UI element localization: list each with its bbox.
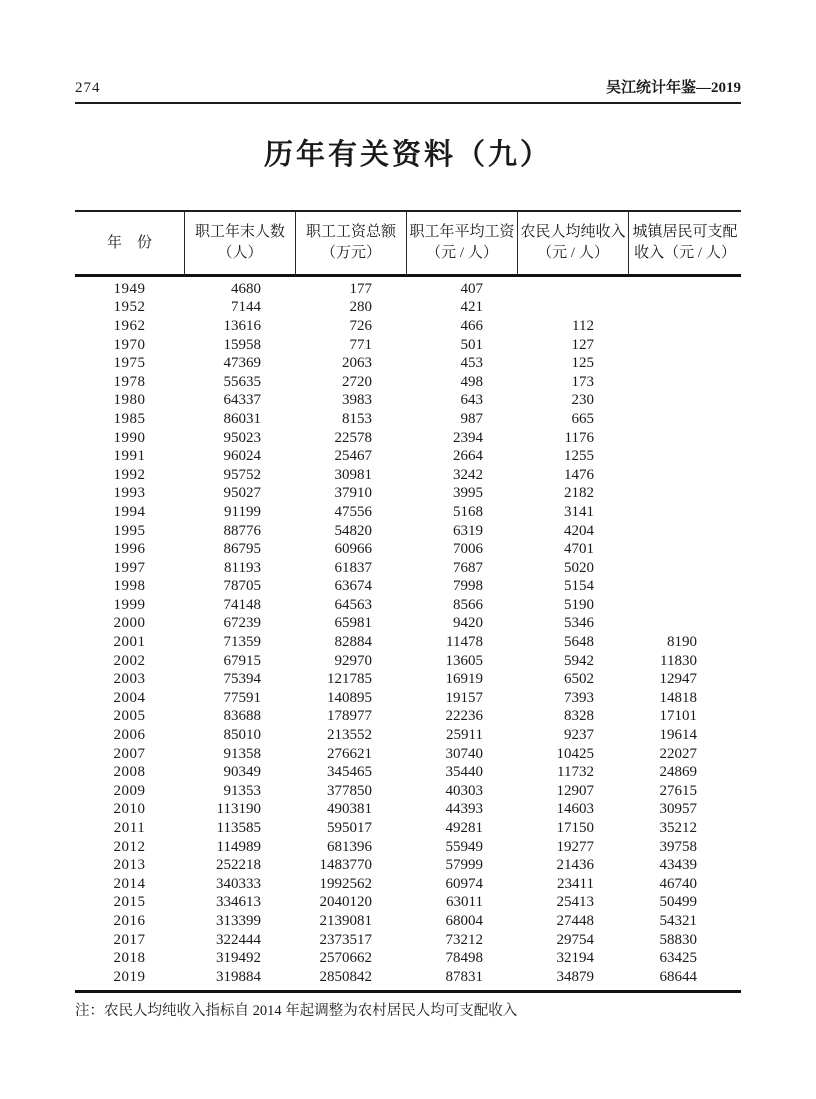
value-cell: 8190 bbox=[667, 634, 697, 651]
table-row bbox=[75, 354, 741, 373]
table-row bbox=[75, 894, 741, 913]
year-cell: 2000 bbox=[113, 615, 146, 632]
value-cell: 319492 bbox=[216, 950, 261, 967]
value-cell: 19157 bbox=[445, 689, 483, 706]
table-row bbox=[75, 522, 741, 541]
value-cell: 92970 bbox=[334, 652, 372, 669]
year-cell: 2010 bbox=[113, 801, 146, 818]
value-cell: 5346 bbox=[564, 615, 594, 632]
year-cell: 1990 bbox=[113, 429, 146, 446]
value-cell: 5648 bbox=[564, 634, 594, 651]
value-cell: 5168 bbox=[453, 503, 483, 520]
value-cell: 345465 bbox=[327, 764, 372, 781]
value-cell: 63011 bbox=[446, 894, 483, 911]
year-cell: 1999 bbox=[113, 596, 146, 613]
value-cell: 87831 bbox=[445, 968, 483, 985]
table-row bbox=[75, 782, 741, 801]
value-cell: 113585 bbox=[216, 820, 261, 837]
value-cell: 13616 bbox=[223, 317, 261, 334]
value-cell: 3995 bbox=[453, 485, 483, 502]
table-row bbox=[75, 689, 741, 708]
value-cell: 2063 bbox=[342, 355, 372, 372]
column-header: 职工工资总额 （万元） bbox=[295, 212, 406, 274]
table-header-row bbox=[75, 210, 741, 277]
column-header: 职工年末人数 （人） bbox=[184, 212, 295, 274]
value-cell: 64563 bbox=[334, 596, 372, 613]
year-cell: 1995 bbox=[113, 522, 146, 539]
value-cell: 501 bbox=[460, 336, 483, 353]
value-cell: 726 bbox=[349, 317, 372, 334]
value-cell: 86031 bbox=[223, 410, 261, 427]
value-cell: 63425 bbox=[659, 950, 697, 967]
value-cell: 14818 bbox=[659, 689, 697, 706]
table-row bbox=[75, 447, 741, 466]
running-head bbox=[75, 76, 741, 104]
value-cell: 113190 bbox=[216, 801, 261, 818]
year-cell: 2008 bbox=[113, 764, 146, 781]
year-cell: 1985 bbox=[113, 410, 146, 427]
value-cell: 4204 bbox=[564, 522, 594, 539]
year-cell: 2013 bbox=[113, 857, 146, 874]
table-row bbox=[75, 410, 741, 429]
table-row bbox=[75, 912, 741, 931]
value-cell: 91199 bbox=[224, 503, 261, 520]
value-cell: 68644 bbox=[659, 968, 697, 985]
value-cell: 140895 bbox=[327, 689, 372, 706]
table-row bbox=[75, 615, 741, 634]
value-cell: 7393 bbox=[564, 689, 594, 706]
value-cell: 11830 bbox=[660, 652, 697, 669]
value-cell: 407 bbox=[460, 280, 483, 297]
value-cell: 91358 bbox=[223, 745, 261, 762]
table-row bbox=[75, 299, 741, 318]
value-cell: 498 bbox=[460, 373, 483, 390]
year-cell: 2016 bbox=[113, 912, 146, 929]
year-cell: 1952 bbox=[113, 299, 146, 316]
year-cell: 2007 bbox=[113, 745, 146, 762]
data-table bbox=[75, 210, 741, 993]
value-cell: 68004 bbox=[445, 912, 483, 929]
table-row bbox=[75, 670, 741, 689]
value-cell: 27615 bbox=[659, 782, 697, 799]
table-row bbox=[75, 466, 741, 485]
table-row bbox=[75, 745, 741, 764]
value-cell: 490381 bbox=[327, 801, 372, 818]
table-row bbox=[75, 578, 741, 597]
value-cell: 334613 bbox=[216, 894, 261, 911]
year-cell: 2018 bbox=[113, 950, 146, 967]
table-row bbox=[75, 819, 741, 838]
value-cell: 35440 bbox=[445, 764, 483, 781]
value-cell: 377850 bbox=[327, 782, 372, 799]
value-cell: 95752 bbox=[223, 466, 261, 483]
column-header: 农民人均纯收入 （元 / 人） bbox=[517, 212, 628, 274]
value-cell: 60966 bbox=[334, 541, 372, 558]
value-cell: 280 bbox=[349, 299, 372, 316]
value-cell: 7144 bbox=[231, 299, 261, 316]
value-cell: 313399 bbox=[216, 912, 261, 929]
value-cell: 173 bbox=[571, 373, 594, 390]
value-cell: 27448 bbox=[556, 912, 594, 929]
value-cell: 1255 bbox=[564, 448, 594, 465]
value-cell: 114989 bbox=[216, 838, 261, 855]
value-cell: 10425 bbox=[556, 745, 594, 762]
footnote: 注：农民人均纯收入指标自 2014 年起调整为农村居民人均可支配收入 bbox=[75, 1003, 518, 1019]
value-cell: 57999 bbox=[445, 857, 483, 874]
value-cell: 39758 bbox=[659, 838, 697, 855]
year-cell: 1997 bbox=[113, 559, 146, 576]
value-cell: 681396 bbox=[327, 838, 372, 855]
value-cell: 127 bbox=[571, 336, 594, 353]
value-cell: 319884 bbox=[216, 968, 261, 985]
value-cell: 63674 bbox=[334, 578, 372, 595]
value-cell: 40303 bbox=[445, 782, 483, 799]
table-row bbox=[75, 875, 741, 894]
value-cell: 125 bbox=[571, 355, 594, 372]
value-cell: 17101 bbox=[659, 708, 697, 725]
value-cell: 17150 bbox=[556, 820, 594, 837]
value-cell: 25911 bbox=[446, 727, 483, 744]
value-cell: 12947 bbox=[659, 671, 697, 688]
value-cell: 14603 bbox=[556, 801, 594, 818]
value-cell: 35212 bbox=[659, 820, 697, 837]
value-cell: 9420 bbox=[453, 615, 483, 632]
value-cell: 178977 bbox=[327, 708, 372, 725]
value-cell: 112 bbox=[572, 317, 594, 334]
table-row bbox=[75, 763, 741, 782]
value-cell: 5942 bbox=[564, 652, 594, 669]
table-row bbox=[75, 336, 741, 355]
value-cell: 96024 bbox=[223, 448, 261, 465]
value-cell: 2394 bbox=[453, 429, 483, 446]
value-cell: 71359 bbox=[223, 634, 261, 651]
value-cell: 5020 bbox=[564, 559, 594, 576]
year-cell: 2011 bbox=[113, 820, 146, 837]
table-row bbox=[75, 856, 741, 875]
table-row bbox=[75, 503, 741, 522]
value-cell: 8328 bbox=[564, 708, 594, 725]
year-cell: 2017 bbox=[113, 931, 146, 948]
table-row bbox=[75, 540, 741, 559]
value-cell: 2373517 bbox=[319, 931, 372, 948]
value-cell: 3242 bbox=[453, 466, 483, 483]
value-cell: 95027 bbox=[223, 485, 261, 502]
value-cell: 177 bbox=[349, 280, 372, 297]
year-cell: 1980 bbox=[113, 392, 146, 409]
table-row bbox=[75, 949, 741, 968]
value-cell: 64337 bbox=[223, 392, 261, 409]
value-cell: 49281 bbox=[445, 820, 483, 837]
value-cell: 15958 bbox=[223, 336, 261, 353]
value-cell: 90349 bbox=[223, 764, 261, 781]
year-cell: 1962 bbox=[113, 317, 146, 334]
page-number: 274 bbox=[75, 80, 101, 96]
value-cell: 46740 bbox=[659, 875, 697, 892]
value-cell: 2139081 bbox=[319, 912, 372, 929]
year-cell: 1993 bbox=[113, 485, 146, 502]
year-cell: 1992 bbox=[113, 466, 146, 483]
value-cell: 5190 bbox=[564, 596, 594, 613]
value-cell: 19614 bbox=[659, 727, 697, 744]
value-cell: 9237 bbox=[564, 727, 594, 744]
table-row bbox=[75, 373, 741, 392]
value-cell: 37910 bbox=[334, 485, 372, 502]
value-cell: 82884 bbox=[334, 634, 372, 651]
value-cell: 83688 bbox=[223, 708, 261, 725]
value-cell: 24869 bbox=[659, 764, 697, 781]
value-cell: 13605 bbox=[445, 652, 483, 669]
value-cell: 7998 bbox=[453, 578, 483, 595]
year-cell: 2014 bbox=[113, 875, 146, 892]
value-cell: 276621 bbox=[327, 745, 372, 762]
year-cell: 2001 bbox=[113, 634, 146, 651]
value-cell: 75394 bbox=[223, 671, 261, 688]
value-cell: 7006 bbox=[453, 541, 483, 558]
value-cell: 32194 bbox=[556, 950, 594, 967]
table-row bbox=[75, 652, 741, 671]
value-cell: 44393 bbox=[445, 801, 483, 818]
value-cell: 2850842 bbox=[319, 968, 372, 985]
value-cell: 2720 bbox=[342, 373, 372, 390]
table-row bbox=[75, 429, 741, 448]
value-cell: 91353 bbox=[223, 782, 261, 799]
value-cell: 30740 bbox=[445, 745, 483, 762]
value-cell: 771 bbox=[349, 336, 372, 353]
year-cell: 2019 bbox=[113, 968, 146, 985]
year-cell: 1994 bbox=[113, 503, 146, 520]
value-cell: 4680 bbox=[231, 280, 261, 297]
value-cell: 78705 bbox=[223, 578, 261, 595]
value-cell: 1992562 bbox=[319, 875, 372, 892]
value-cell: 6502 bbox=[564, 671, 594, 688]
value-cell: 61837 bbox=[334, 559, 372, 576]
table-row bbox=[75, 726, 741, 745]
table-row bbox=[75, 838, 741, 857]
table-row bbox=[75, 596, 741, 615]
value-cell: 643 bbox=[460, 392, 483, 409]
value-cell: 2664 bbox=[453, 448, 483, 465]
value-cell: 1476 bbox=[564, 466, 594, 483]
value-cell: 74148 bbox=[223, 596, 261, 613]
value-cell: 78498 bbox=[445, 950, 483, 967]
table-row bbox=[75, 801, 741, 820]
year-cell: 1991 bbox=[113, 448, 146, 465]
value-cell: 77591 bbox=[223, 689, 261, 706]
column-header: 年 份 bbox=[106, 234, 152, 251]
value-cell: 453 bbox=[460, 355, 483, 372]
column-header: 职工年平均工资 （元 / 人） bbox=[406, 212, 517, 274]
table-row bbox=[75, 280, 741, 299]
value-cell: 421 bbox=[460, 299, 483, 316]
year-cell: 2003 bbox=[113, 671, 146, 688]
value-cell: 2570662 bbox=[319, 950, 372, 967]
value-cell: 47556 bbox=[334, 503, 372, 520]
value-cell: 8153 bbox=[342, 410, 372, 427]
value-cell: 12907 bbox=[556, 782, 594, 799]
value-cell: 987 bbox=[460, 410, 483, 427]
value-cell: 22027 bbox=[659, 745, 697, 762]
value-cell: 2182 bbox=[564, 485, 594, 502]
value-cell: 3141 bbox=[564, 503, 594, 520]
value-cell: 4701 bbox=[564, 541, 594, 558]
value-cell: 7687 bbox=[453, 559, 483, 576]
year-cell: 2005 bbox=[113, 708, 146, 725]
value-cell: 67239 bbox=[223, 615, 261, 632]
value-cell: 43439 bbox=[659, 857, 697, 874]
year-cell: 2012 bbox=[113, 838, 146, 855]
year-cell: 2002 bbox=[113, 652, 146, 669]
value-cell: 11732 bbox=[557, 764, 594, 781]
value-cell: 322444 bbox=[216, 931, 261, 948]
table-body bbox=[75, 277, 741, 993]
value-cell: 3983 bbox=[342, 392, 372, 409]
year-cell: 1978 bbox=[113, 373, 146, 390]
value-cell: 54321 bbox=[659, 912, 697, 929]
value-cell: 6319 bbox=[453, 522, 483, 539]
table-row bbox=[75, 559, 741, 578]
value-cell: 213552 bbox=[327, 727, 372, 744]
year-cell: 1996 bbox=[113, 541, 146, 558]
table-row bbox=[75, 708, 741, 727]
value-cell: 340333 bbox=[216, 875, 261, 892]
table-row bbox=[75, 968, 741, 987]
year-cell: 2015 bbox=[113, 894, 146, 911]
value-cell: 21436 bbox=[556, 857, 594, 874]
value-cell: 86795 bbox=[223, 541, 261, 558]
column-header: 城镇居民可支配 收入（元 / 人） bbox=[628, 212, 741, 274]
value-cell: 8566 bbox=[453, 596, 483, 613]
year-cell: 1998 bbox=[113, 578, 146, 595]
year-cell: 2006 bbox=[113, 727, 146, 744]
value-cell: 50499 bbox=[659, 894, 697, 911]
value-cell: 19277 bbox=[556, 838, 594, 855]
value-cell: 65981 bbox=[334, 615, 372, 632]
value-cell: 5154 bbox=[564, 578, 594, 595]
value-cell: 23411 bbox=[557, 875, 594, 892]
value-cell: 55635 bbox=[223, 373, 261, 390]
value-cell: 1176 bbox=[564, 429, 594, 446]
value-cell: 88776 bbox=[223, 522, 261, 539]
value-cell: 34879 bbox=[556, 968, 594, 985]
year-cell: 1975 bbox=[113, 355, 146, 372]
value-cell: 665 bbox=[571, 410, 594, 427]
value-cell: 95023 bbox=[223, 429, 261, 446]
value-cell: 25467 bbox=[334, 448, 372, 465]
value-cell: 22578 bbox=[334, 429, 372, 446]
year-cell: 2004 bbox=[113, 689, 146, 706]
table-row bbox=[75, 317, 741, 336]
value-cell: 595017 bbox=[327, 820, 372, 837]
value-cell: 55949 bbox=[445, 838, 483, 855]
value-cell: 121785 bbox=[327, 671, 372, 688]
page-title: 历年有关资料（九） bbox=[263, 139, 552, 171]
value-cell: 67915 bbox=[223, 652, 261, 669]
value-cell: 58830 bbox=[659, 931, 697, 948]
value-cell: 230 bbox=[571, 392, 594, 409]
table-row bbox=[75, 392, 741, 411]
value-cell: 252218 bbox=[216, 857, 261, 874]
value-cell: 60974 bbox=[445, 875, 483, 892]
value-cell: 30957 bbox=[659, 801, 697, 818]
value-cell: 22236 bbox=[445, 708, 483, 725]
value-cell: 1483770 bbox=[319, 857, 372, 874]
value-cell: 30981 bbox=[334, 466, 372, 483]
table-row bbox=[75, 633, 741, 652]
yearbook-title: 吴江统计年鉴—2019 bbox=[605, 80, 741, 96]
value-cell: 81193 bbox=[224, 559, 261, 576]
table-row bbox=[75, 485, 741, 504]
year-cell: 1949 bbox=[113, 280, 146, 297]
value-cell: 54820 bbox=[334, 522, 372, 539]
value-cell: 85010 bbox=[223, 727, 261, 744]
year-cell: 2009 bbox=[113, 782, 146, 799]
value-cell: 11478 bbox=[446, 634, 483, 651]
year-cell: 1970 bbox=[113, 336, 146, 353]
table-row bbox=[75, 931, 741, 950]
value-cell: 29754 bbox=[556, 931, 594, 948]
value-cell: 466 bbox=[460, 317, 483, 334]
value-cell: 73212 bbox=[445, 931, 483, 948]
value-cell: 2040120 bbox=[319, 894, 372, 911]
value-cell: 25413 bbox=[556, 894, 594, 911]
value-cell: 16919 bbox=[445, 671, 483, 688]
value-cell: 47369 bbox=[223, 355, 261, 372]
